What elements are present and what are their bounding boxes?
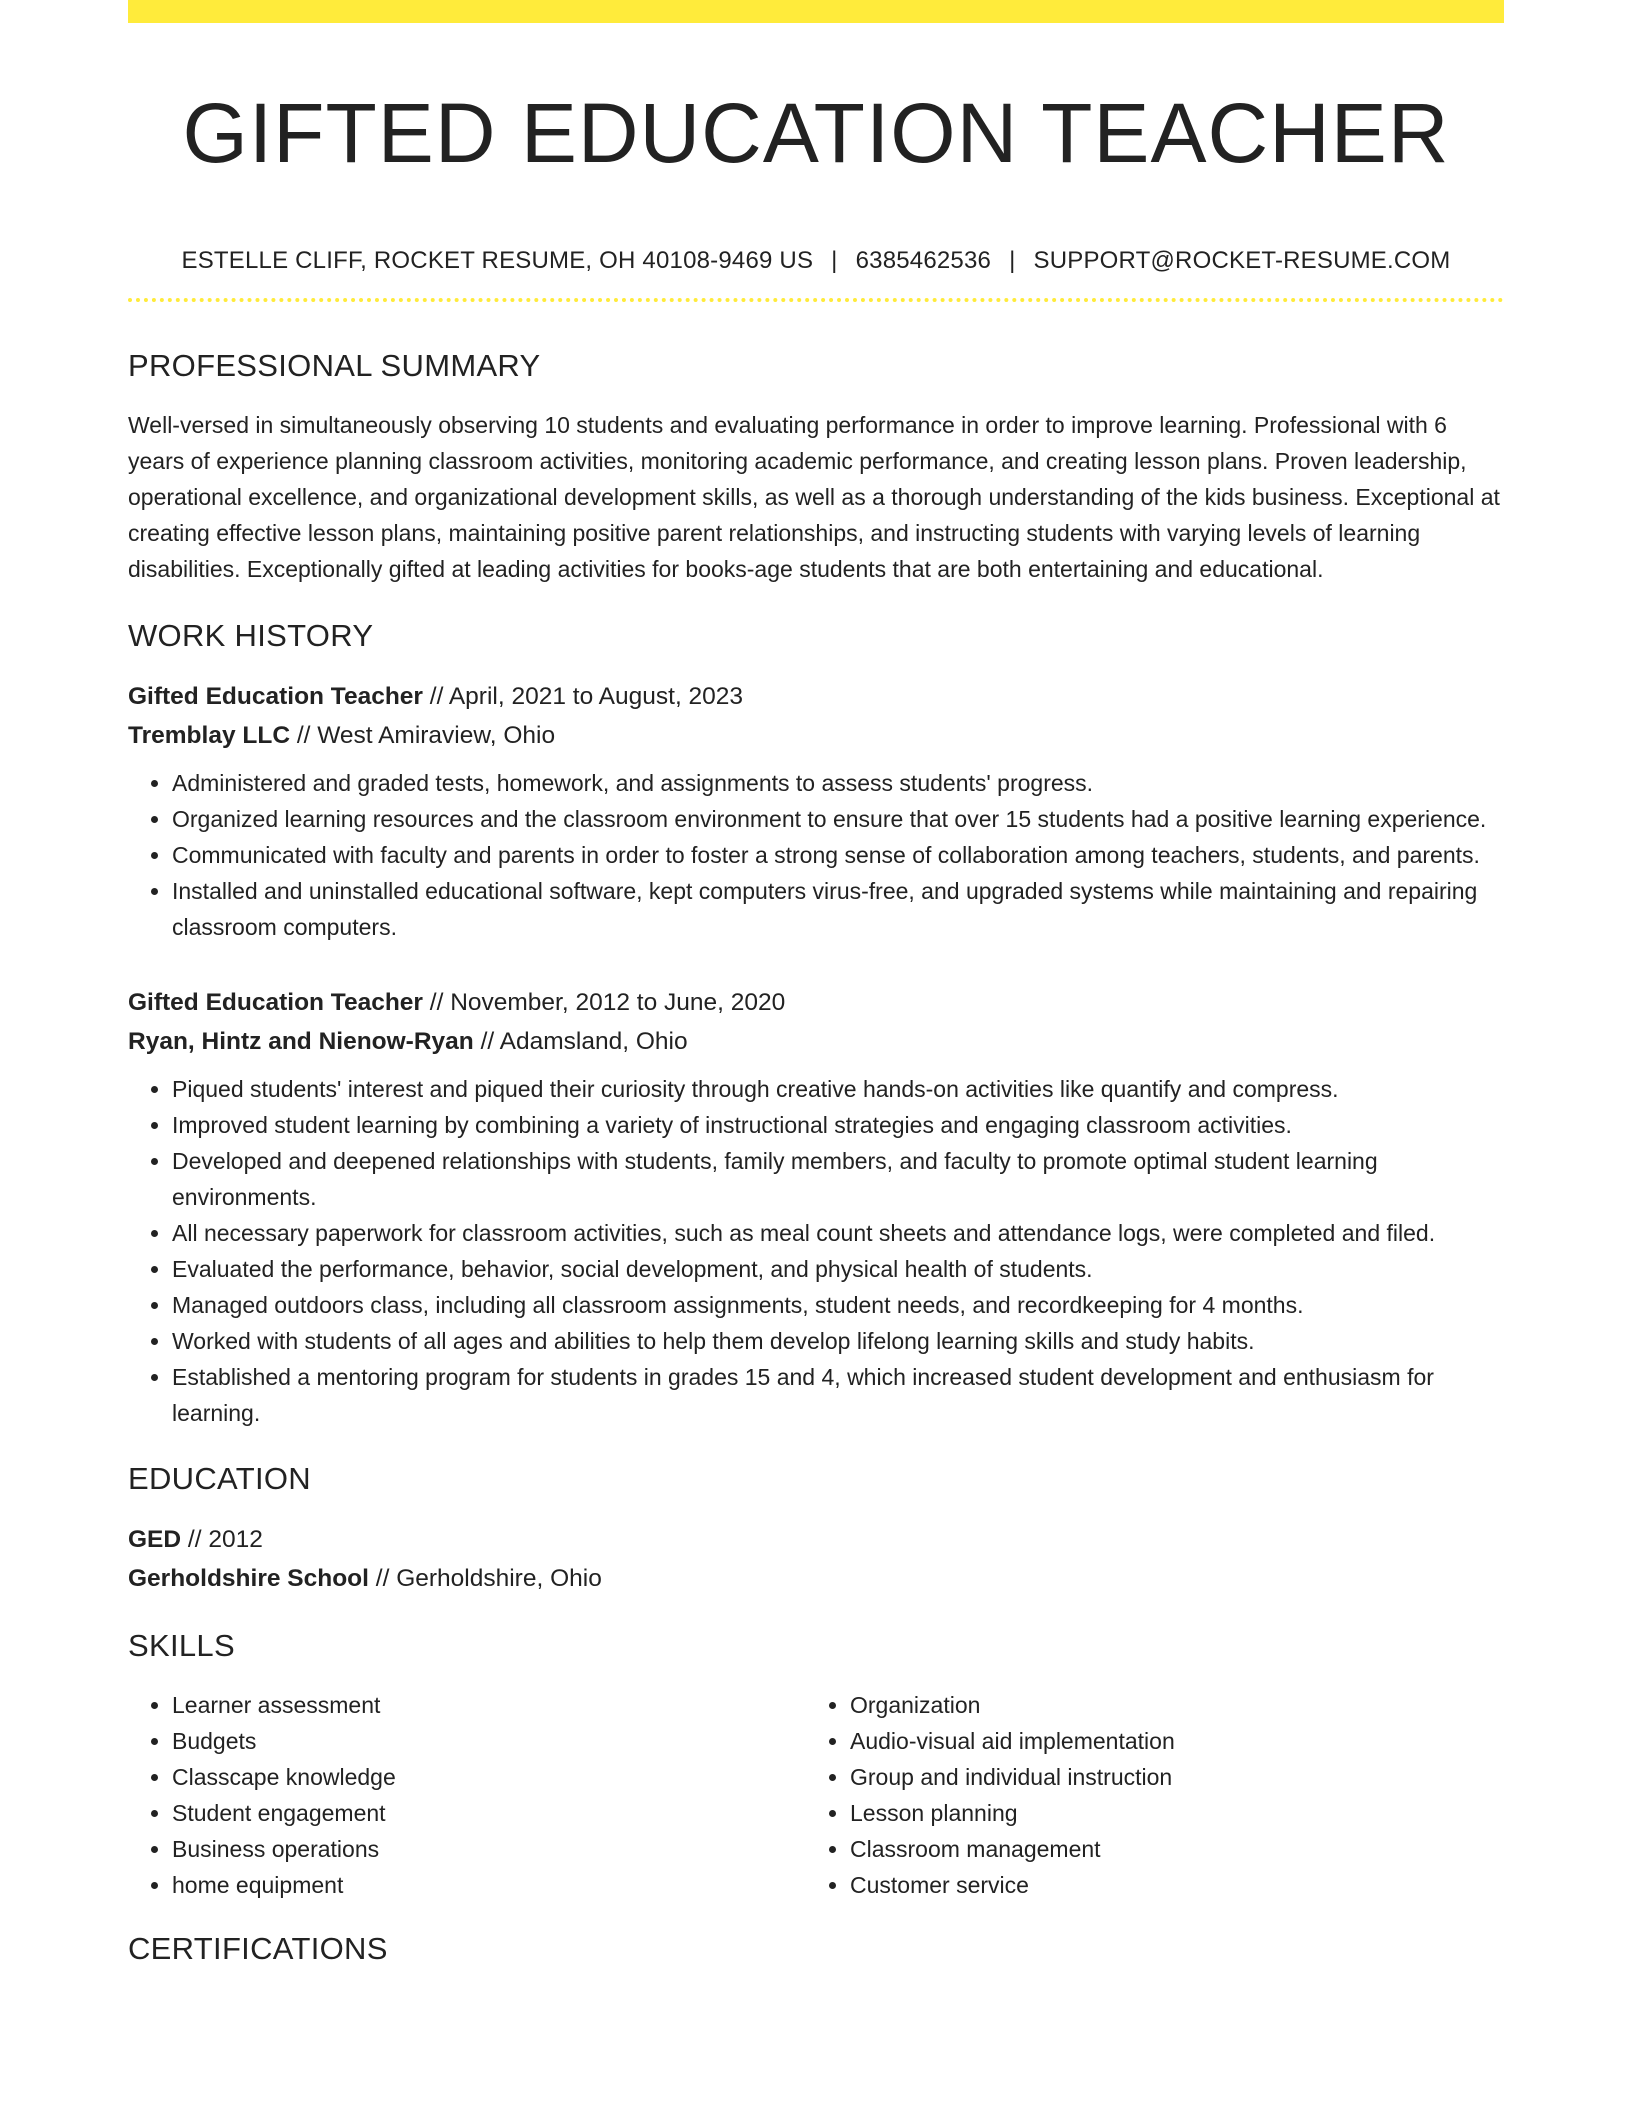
header-divider [128, 298, 1504, 302]
summary-heading: PROFESSIONAL SUMMARY [128, 348, 541, 383]
job-company-line [128, 1022, 1504, 1061]
skill-item: • Lesson planning [850, 1795, 1484, 1831]
contact-address: ESTELLE CLIFF, ROCKET RESUME, OH 40108-9469 US [181, 247, 814, 274]
work-history-heading: WORK HISTORY [128, 618, 374, 653]
education-entry [128, 1520, 1504, 1598]
contact-email: SUPPORT@ROCKET-RESUME.COM [1033, 247, 1451, 274]
skill-item: • Student engagement [172, 1795, 806, 1831]
resume-title: GIFTED EDUCATION TEACHER [182, 86, 1450, 180]
certifications-heading: CERTIFICATIONS [128, 1931, 388, 1966]
list-item: • Communicated with faculty and parents in order to foster a strong sense of collaboration among teachers, students, and parents. [172, 837, 1504, 873]
skills-grid [128, 1687, 1504, 1903]
list-item: • Piqued students' interest and piqued their curiosity through creative hands-on activities like quantify and compress. [172, 1071, 1504, 1107]
contact-separator: | [831, 247, 838, 274]
skill-item: • home equipment [172, 1867, 806, 1903]
job-title: Gifted Education Teacher [128, 989, 423, 1016]
job-title: Gifted Education Teacher [128, 683, 423, 710]
list-item: • Established a mentoring program for students in grades 15 and 4, which increased student development and enthusiasm for learning. [172, 1359, 1504, 1431]
education-degree-line [128, 1520, 1504, 1559]
job-title-line [128, 677, 1504, 716]
skills-column-right [806, 1687, 1484, 1903]
accent-bar [128, 0, 1504, 23]
list-item: • Worked with students of all ages and abilities to help them develop lifelong learning skills and study habits. [172, 1323, 1504, 1359]
education-school-line [128, 1559, 1504, 1598]
skill-item: • Group and individual instruction [850, 1759, 1484, 1795]
skill-item: • Classroom management [850, 1831, 1484, 1867]
job-location: // Adamsland, Ohio [473, 1028, 688, 1055]
education-year: // 2012 [181, 1526, 263, 1553]
job-location: // West Amiraview, Ohio [290, 722, 556, 749]
skills-column-left [128, 1687, 806, 1903]
list-item: • Organized learning resources and the classroom environment to ensure that over 15 students had a positive learning experience. [172, 801, 1504, 837]
job-bullets [128, 765, 1504, 945]
skill-item: • Organization [850, 1687, 1484, 1723]
job-entry [128, 677, 1504, 945]
skill-item: • Classcape knowledge [172, 1759, 806, 1795]
list-item: • Evaluated the performance, behavior, social development, and physical health of students. [172, 1251, 1504, 1287]
contact-phone: 6385462536 [855, 247, 992, 274]
job-dates: // April, 2021 to August, 2023 [422, 683, 744, 710]
list-item: • Developed and deepened relationships with students, family members, and faculty to promote optimal student learning environments. [172, 1143, 1504, 1215]
job-entry [128, 983, 1504, 1431]
job-bullets [128, 1071, 1504, 1431]
job-dates: // November, 2012 to June, 2020 [422, 989, 786, 1016]
resume-page [128, 0, 1504, 1969]
list-item: • Installed and uninstalled educational software, kept computers virus-free, and upgraded systems while maintaining and repairing classroom computers. [172, 873, 1504, 945]
skill-item: • Audio-visual aid implementation [850, 1723, 1484, 1759]
skill-item: • Business operations [172, 1831, 806, 1867]
job-company: Tremblay LLC [128, 722, 291, 749]
contact-line [128, 245, 1504, 277]
skill-item: • Customer service [850, 1867, 1484, 1903]
skill-item: • Budgets [172, 1723, 806, 1759]
education-degree: GED [128, 1526, 182, 1553]
skill-item: • Learner assessment [172, 1687, 806, 1723]
list-item: • Administered and graded tests, homework, and assignments to assess students' progress. [172, 765, 1504, 801]
education-school: Gerholdshire School [128, 1565, 369, 1592]
summary-text: Well-versed in simultaneously observing 10 students and evaluating performance in order to improve learning. Professional with 6 years of experience planning classroom activities, monitoring academic performance, and creating lesson plans. Proven leadership, operational excellence, and organizational development skills, as well as a thorough understanding of the kids business. Exceptional at creating effective lesson plans, maintaining positive parent relationships, and instructing students with varying levels of learning disabilities. Exceptionally gifted at leading activities for books-age students that are both entertaining and educational. [128, 412, 1500, 582]
list-item: • Managed outdoors class, including all classroom assignments, student needs, and recordkeeping for 4 months. [172, 1287, 1504, 1323]
job-company: Ryan, Hintz and Nienow-Ryan [128, 1028, 474, 1055]
education-location: // Gerholdshire, Ohio [368, 1565, 602, 1592]
list-item: • Improved student learning by combining a variety of instructional strategies and engaging classroom activities. [172, 1107, 1504, 1143]
job-company-line [128, 716, 1504, 755]
job-title-line [128, 983, 1504, 1022]
skills-heading: SKILLS [128, 1628, 235, 1663]
list-item: • All necessary paperwork for classroom activities, such as meal count sheets and attendance logs, were completed and filed. [172, 1215, 1504, 1251]
contact-separator: | [1009, 247, 1016, 274]
education-heading: EDUCATION [128, 1461, 311, 1496]
